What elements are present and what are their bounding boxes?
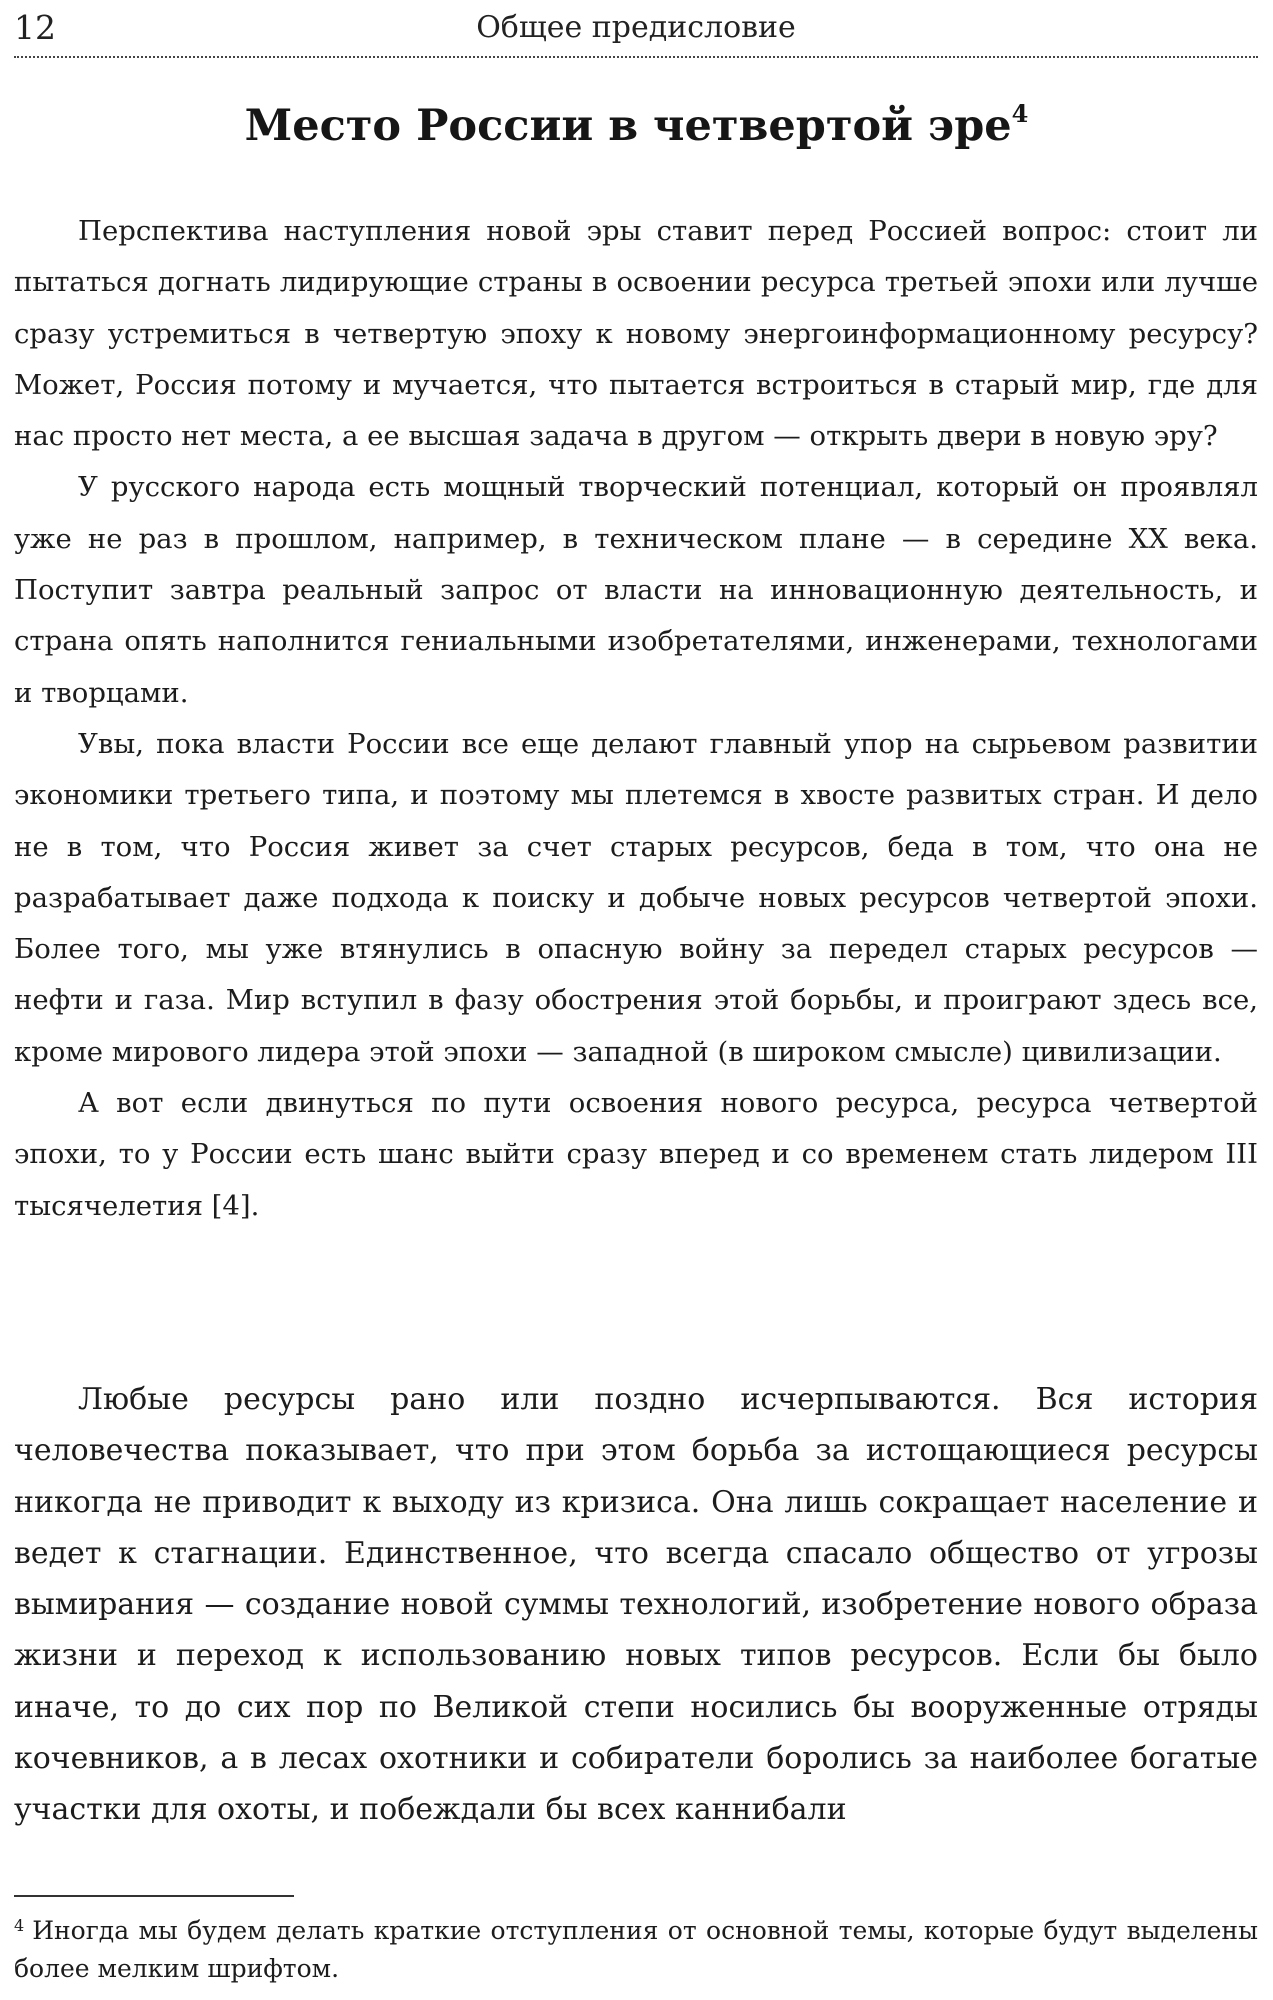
page-header	[14, 6, 1258, 58]
insert-paragraph: У русского народа есть мощный творческий потенциал, который он проявлял уже не раз в прошлом, например, в техническом плане — в середине XX века. Поступит завтра реальный запрос от власти на инновационную деятельность, и страна опять наполнится гениальными изобретателями, инженерами, технологами и творцами.	[14, 471, 1258, 709]
main-paragraph: Любые ресурсы рано или поздно исчерпываются. Вся история человечества показывает, что при этом борьба за истощающиеся ресурсы никогда не приводит к выходу из кризиса. Она лишь сокращает население и ведет к стагнации. Единственное, что всегда спасало общество от угрозы вымирания — создание новой суммы технологий, изобретение нового образа жизни и переход к использованию новых типов ресурсов. Если бы было иначе, то до сих пор по Великой степи носились бы вооруженные отряды кочевников, а в лесах охотники и собиратели боролись за наиболее богатые участки для охоты, и побеждали бы всех каннибали	[14, 1382, 1258, 1828]
running-title: Общее предисловие	[476, 10, 796, 45]
footnote-text: Иногда мы будем делать краткие отступления от основной темы, которые будут выделены более мелким шрифтом.	[14, 1916, 1258, 1983]
footnote-marker: 4	[14, 1916, 25, 1935]
header-dotted-rule	[14, 56, 1258, 58]
footnote-reference[interactable]: 4	[1011, 99, 1029, 128]
page-number: 12	[14, 8, 56, 47]
section-title	[0, 97, 1273, 155]
insert-paragraph: Увы, пока власти России все еще делают главный упор на сырьевом развитии экономики третьего типа, и поэтому мы плетемся в хвосте развитых стран. И дело не в том, что Россия живет за счет старых ресурсов, беда в том, что она не разрабатывает даже подхода к поиску и добыче новых ресурсов четвертой эпохи. Более того, мы уже втянулись в опасную войну за передел старых ресурсов — нефти и газа. Мир вступил в фазу обострения этой борьбы, и проиграют здесь все, кроме мирового лидера этой эпохи — западной (в широком смысле) цивилизации.	[14, 727, 1258, 1068]
main-text-block	[14, 1374, 1258, 1836]
insert-paragraph: А вот если двинуться по пути освоения нового ресурса, ресурса четвертой эпохи, то у России есть шанс выйти сразу вперед и со временем стать лидером III тысячелетия [4].	[14, 1087, 1258, 1222]
insert-text-block	[14, 206, 1258, 1232]
section-title-text: Место России в четвертой эре	[244, 101, 1012, 151]
insert-paragraph: Перспектива наступления новой эры ставит перед Россией вопрос: стоит ли пытаться догнать лидирующие страны в освоении ресурса третьей эпохи или лучше сразу устремиться в четвертую эпоху к новому энергоинформационному ресурсу? Может, Россия потому и мучается, что пытается встроиться в старый мир, где для нас просто нет места, а ее высшая задача в другом — открыть двери в новую эру?	[14, 215, 1258, 453]
footnote	[14, 1912, 1258, 1988]
footnote-separator	[14, 1895, 294, 1897]
